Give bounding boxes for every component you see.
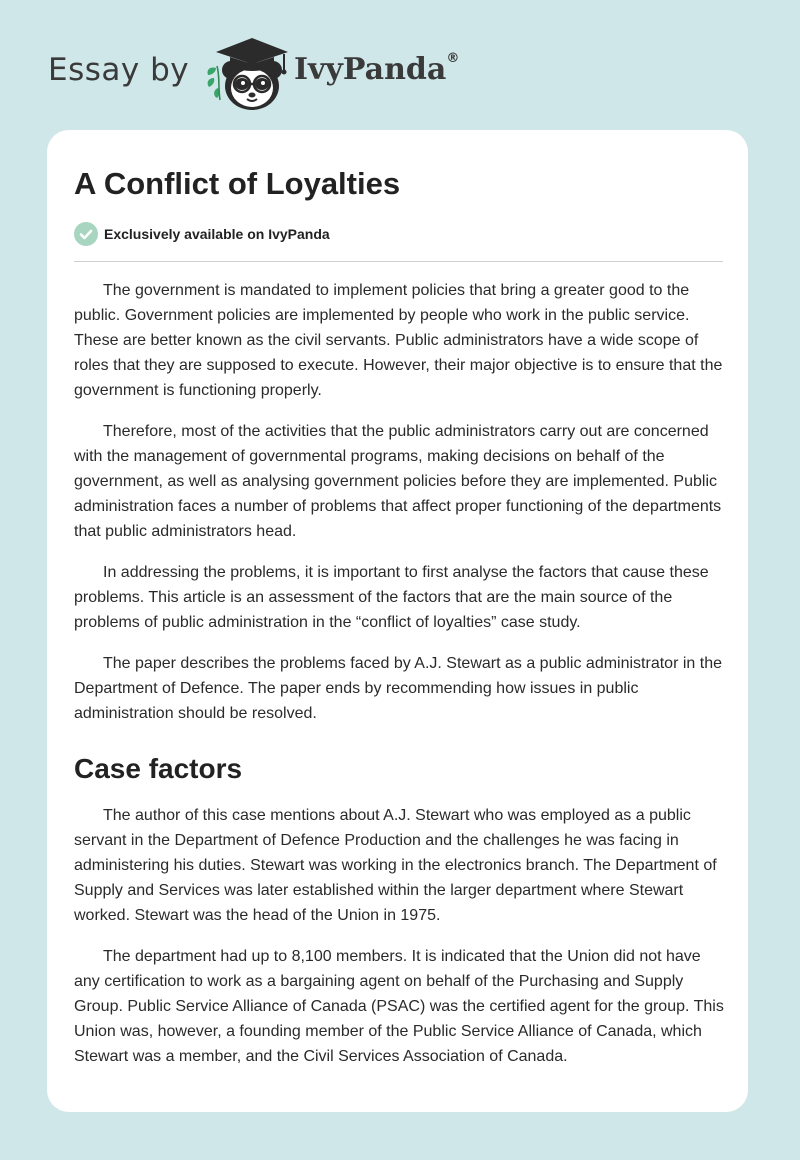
paragraph: The government is mandated to implement policies that bring a greater good to the public. Government policies are implemented by people who work in the public service. These are better known as the civil servants. Public administrators have a wide scope of roles that they are supposed to execute. However, their major objective is to ensure that the government is functioning properly. [74, 282, 723, 399]
article-body [74, 278, 726, 1085]
paragraph: The department had up to 8,100 members. It is indicated that the Union did not have any certification to work as a bargaining agent on behalf of the Purchasing and Supply Group. Public Service Alliance of Canada (PSAC) was the certified agent for the group. This Union was, however, a founding member of the Public Service Alliance of Canada, which Stewart was a member, and the Civil Services Association of Canada. [74, 948, 724, 1065]
panda-logo-icon[interactable] [200, 30, 300, 114]
title-divider [74, 261, 723, 262]
paragraph: Therefore, most of the activities that the public administrators carry out are concerned with the management of governmental programs, making decisions on behalf of the government, as well as analysing government policies before they are implemented. Public administration faces a number of problems that affect proper functioning of the departments that public administrators head. [74, 423, 722, 540]
site-header [48, 30, 568, 114]
article-card [47, 130, 748, 1112]
article-title: A Conflict of Loyalties [74, 166, 401, 201]
checkmark-icon [74, 222, 98, 246]
exclusive-badge [74, 222, 330, 246]
essay-by-label: Essay by [48, 52, 190, 88]
brand-name[interactable]: IvyPanda® [294, 51, 460, 87]
paragraph: In addressing the problems, it is important to first analyse the factors that cause these problems. This article is an assessment of the factors that are the main source of the problems of public administration in the “conflict of loyalties” case study. [74, 564, 709, 631]
registered-mark: ® [446, 51, 460, 66]
paragraph: The paper describes the problems faced by A.J. Stewart as a public administrator in the Department of Defence. The paper ends by recommending how issues in public administration should be resolved. [74, 655, 722, 722]
section-heading-case-factors: Case factors [74, 753, 243, 784]
exclusive-badge-text: Exclusively available on IvyPanda [104, 226, 330, 242]
paragraph: The author of this case mentions about A.J. Stewart who was employed as a public servant in the Department of Defence Production and the challenges he was facing in administering his duties. Stewart was working in the electronics branch. The Department of Supply and Services was later established within the larger department where Stewart worked. Stewart was the head of the Union in 1975. [74, 807, 717, 924]
